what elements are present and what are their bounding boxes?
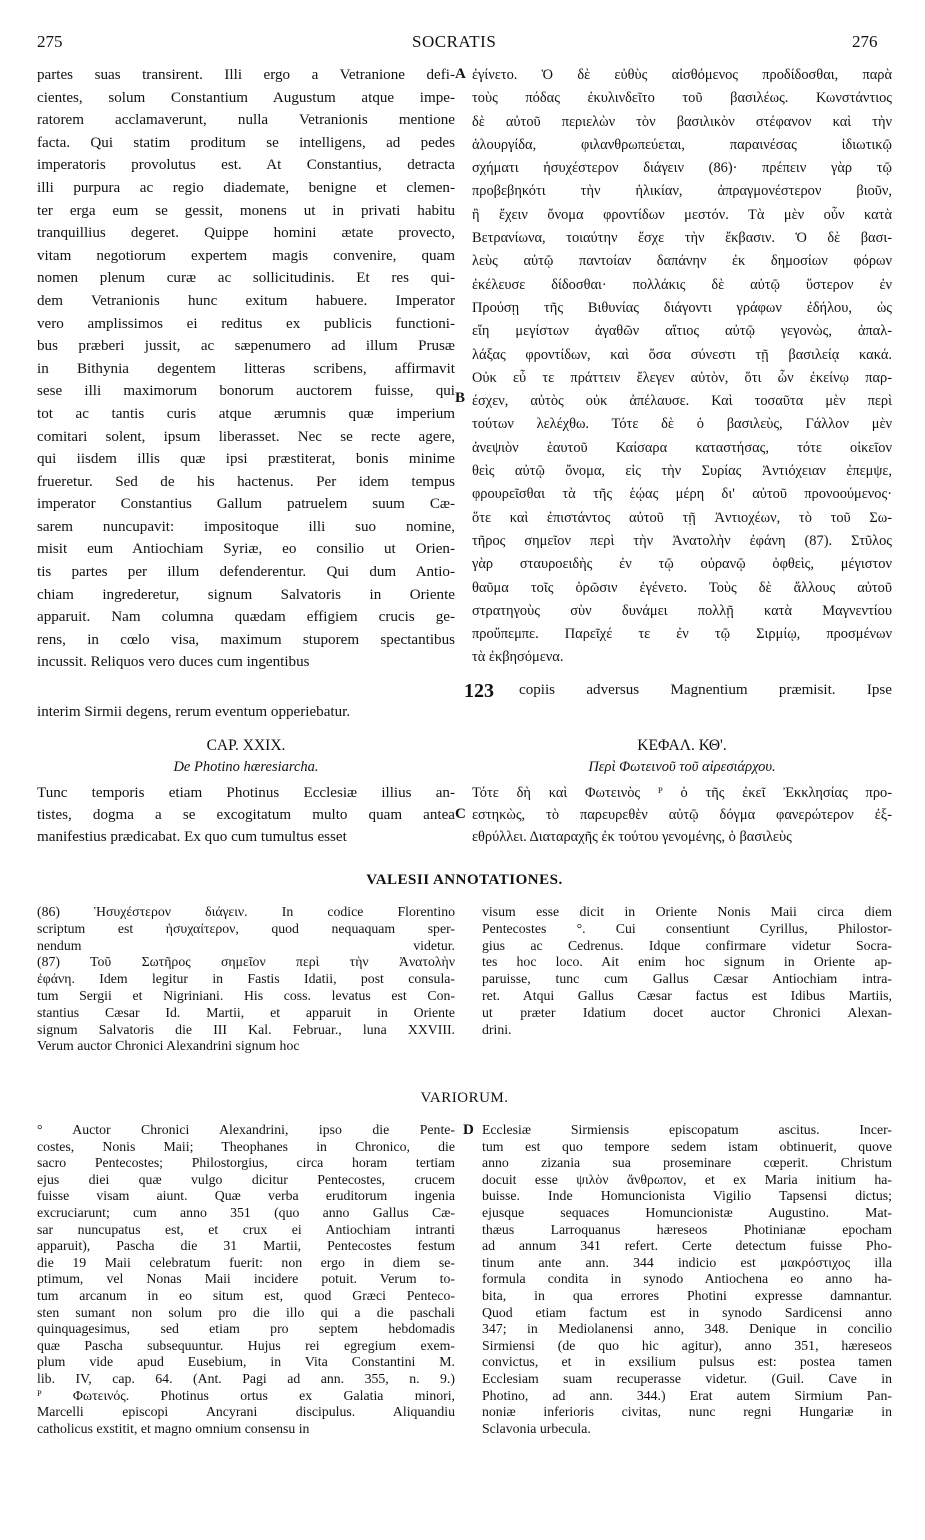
text-line: apparuit. Nam columna quædam effigiem crucis ge- [37, 609, 455, 626]
text-line: σχήματι ἡσυχέστερον διάγειν (86)· πρέπειν γὰρ τῷ [472, 160, 892, 177]
text-line: paruisse, tunc cum Gallus Cæsar Antiochiam intra- [482, 971, 892, 987]
text-line: tis partes per illum defenderentur. Qui dum Antio- [37, 564, 455, 581]
text-line: Ecclesiam suam recuperasse videtur. (Guil. Cave in [482, 1370, 892, 1386]
text-line: Marcelli episcopi Ancyrani discipulus. Aliquandiu [37, 1404, 455, 1420]
text-line: nomen plenum curæ ac sollicitudinis. Et res qui- [37, 270, 455, 287]
text-line: Tunc temporis etiam Photinus Ecclesiæ illius an- [37, 785, 455, 801]
text-line: Τότε δὴ καὶ Φωτεινὸς ᴾ ὁ τῆς ἐκεῖ Ἐκκλησίας προ- [472, 785, 892, 801]
text-line: lib. IV, cap. 64. (Ant. Pagi ad ann. 355, n. 9.) [37, 1370, 455, 1386]
variorum-right-column [482, 1122, 892, 1437]
text-line: Verum auctor Chronici Alexandrini signum hoc [37, 1038, 300, 1054]
text-line: manifestius prædicabat. Ex quo cum tumultus esset [37, 829, 347, 845]
text-line: catholicus exstitit, et magno omnium consensu in [37, 1420, 310, 1436]
text-line: ἢ ἔχειν ὄνομα φροντίδων μεστόν. Τὰ μὲν οὖν κατὰ [472, 206, 892, 223]
text-line: sese illi maximorum bonorum auctorem fuisse, qui [37, 383, 455, 400]
text-line: comitari solent, ipsum liberasset. Nec se recte agere, [37, 428, 455, 445]
text-line: τὰ ἐκβησόμενα. [472, 649, 564, 666]
text-line: προβεβηκότι τὴν ἡλικίαν, ἀπραγμονέστερον βιοῦν, [472, 183, 892, 200]
text-line: ὅτε καὶ ἐπιστάντος αὐτοῦ τῇ Ἀντιοχέων, τὸ τοῦ Σω- [472, 509, 892, 526]
text-line: προὔπεμπε. Παρεῖχέ τε ἐν τῷ Σιρμίῳ, προσμένων [472, 626, 892, 643]
text-line: (86) Ἡσυχέστερον διάγειν. In codice Florentino [37, 904, 455, 919]
text-line: bus præberi jussit, ac sæpenumero ad illum Prusæ [37, 338, 455, 355]
variorum-title: VARIORUM. [420, 1090, 509, 1106]
column-number: 123 [464, 680, 494, 702]
page-number-right: 276 [852, 32, 878, 51]
text-line: ejusque sequaces Homuncionistæ Augustino. Mat- [482, 1204, 892, 1220]
text-line: misit eum Antiochiam Syriæ, eo consilio ut Orien- [37, 541, 455, 558]
text-line: ptimum, vel Nonas Maii incidere potuit. Verum to- [37, 1271, 455, 1287]
greek-continuation-line: copiis adversus Magnentium præmisit. Ipse [519, 682, 892, 698]
text-line: ἀνεψιὸν ἑαυτοῦ Καίσαρα καταστήσας, τότε οἰκεῖον [472, 439, 892, 456]
text-line: Sirmiensi (de quo hic agitur), anno 351, hæreseos [482, 1337, 892, 1353]
text-line: sarem nuncupavit: impositoque illi suo nomine, [37, 518, 455, 535]
text-line: sten sumant non solum pro die illo qui a die paschali [37, 1304, 455, 1320]
text-line: (87) Τοῦ Σωτῆρος σημεῖον περὶ τὴν Ἀνατολὴν [37, 954, 455, 970]
text-line: tum arcanum in eo situm est, quod Græci Penteco- [37, 1287, 455, 1303]
text-line: signum Salvatoris die III Kal. Februar., luna XXVIII. [37, 1021, 455, 1037]
text-line: ἐφάνη. Idem legitur in Fastis Idatii, post consula- [37, 971, 455, 987]
text-line: Sclavonia urbecula. [482, 1420, 591, 1436]
text-line: drini. [482, 1021, 512, 1037]
text-line: ἁλουργίδα, φιλανθρωπεύεται, παραινέσας ἰδιωτικῷ [472, 136, 892, 153]
text-line: costes, Nonis Maii; Theophanes in Chronico, die [37, 1138, 455, 1154]
text-line: Pentecostes °. Cui consentiunt Cyrillus, Philostor- [482, 920, 892, 936]
text-line: tinum ante ann. 344 indicio est μακρόστιχος illa [482, 1254, 892, 1270]
text-line: ad annum 341 refert. Certe detectum fuisse Pho- [482, 1238, 892, 1254]
text-line: Quod etiam factum est in synodo Sardicensi anno [482, 1304, 892, 1320]
text-line: έσχεν, αὐτὸς οὐκ ἀπέλαυσε. Καὶ τοσαῦτα μὲν περὶ [472, 393, 892, 410]
text-line: gius ac Cedrenus. Idque confirmare videtur Socra- [482, 937, 892, 953]
text-line: docuit esse ψιλὸν ἄνθρωπον, et ex Maria initium ha- [482, 1171, 892, 1187]
text-line: incussit. Reliquos vero duces cum ingentibus [37, 654, 310, 671]
text-line: chiam ingrederetur, signum Salvatoris in Oriente [37, 586, 455, 603]
text-line: bita, in qua errores Photini expresse damnantur. [482, 1287, 892, 1303]
text-line: quinquagesimus, sed etiam pro septem hebdomadis [37, 1321, 455, 1337]
margin-mark-b: B [455, 390, 466, 406]
text-line: imperator Constantius Gallum patruelem suum Cæ- [37, 496, 455, 513]
text-line: rens, in cœlo visa, maximum stuporem spectantibus [37, 631, 455, 648]
text-line: θαῦμα τοῖς ὁρῶσιν ἐγένετο. Τοὺς δὲ ἄλλους αὐτοῦ [472, 579, 892, 596]
running-title: SOCRATIS [412, 32, 497, 51]
chapter-latin-title: CAP. XXIX. [206, 737, 286, 754]
text-line: εἴη μεγίστων ἀγαθῶν αἴτιος αὐτῷ γεγονὼς, ἀπαλ- [472, 323, 892, 340]
chapter-latin-text [37, 782, 455, 848]
text-line: δὲ αὐτοῦ περιελὼν τὸν βασιλικὸν στέφανον καὶ τὴν [472, 113, 892, 130]
text-line: 347; in Mediolanensi anno, 348. Denique in concilio [482, 1321, 892, 1337]
valesii-right-column [482, 904, 892, 1038]
text-line: buisse. Inde Homuncionista Vigilio Tapsensi dictus; [482, 1188, 892, 1204]
text-line: stantius Cæsar Id. Martii, et apparuit in Oriente [37, 1004, 455, 1020]
text-line: γὰρ σταυροειδὴς ἐν τῷ οὐρανῷ ὀφθεὶς, μέγιστον [472, 556, 892, 573]
latin-tail-line: interim Sirmii degens, rerum eventum opperiebatur. [37, 704, 351, 720]
chapter-latin-subtitle: De Photino hæresiarcha. [173, 759, 319, 775]
text-line: excruciarunt; cum anno 351 (quo anno Gallus Cæ- [37, 1204, 455, 1220]
text-line: visum esse dicit in Oriente Nonis Maii circa diem [482, 904, 892, 919]
text-line: θεὶς αὐτῷ ὄνομα, εἰς τὴν Συρίας Ἀντιόχειαν ἐπεμψε, [472, 463, 892, 480]
text-line: tranquillius degeret. Quippe homini ætate provecto, [37, 225, 455, 242]
text-line: vero amplissimos ei reditus ex publicis functioni- [37, 315, 455, 332]
greek-main-column [472, 64, 892, 670]
text-line: ° Auctor Chronici Alexandrini, ipso die Pente- [37, 1122, 455, 1137]
text-line: vitam negotiorum expertem magis convenire, quam [37, 247, 455, 264]
text-line: quæ Pascha subsequuntur. Hujus rei egregium exem- [37, 1337, 455, 1353]
text-line: ut præter Idatium docet auctor Chronici Alexan- [482, 1004, 892, 1020]
text-line: Προύσῃ τῆς Βιθυνίας διάγοντι γράφων ἐδήλου, ὡς [472, 299, 892, 316]
page-number-left: 275 [37, 32, 63, 51]
text-line: Ecclesiæ Sirmiensis episcopatum ascitus. Incer- [482, 1122, 892, 1137]
text-line: apparuit), Pascha die 31 Martii, Pentecostes festum [37, 1238, 455, 1254]
text-line: Οὐκ εὖ τε πράττειν ἔλεγεν αὐτὸν, ὅτι ὧν ἐκείνῳ παρ- [472, 369, 892, 386]
text-line: εθρύλλει. Διαταραχῆς ἐκ τούτου γενομένης, ὁ βασιλεὺς [472, 829, 792, 845]
valesii-title: VALESII ANNOTATIONES. [366, 872, 563, 888]
text-line: ter erga eum se gessit, monens ut in privati habitu [37, 202, 455, 219]
margin-mark-d: D [463, 1122, 474, 1138]
text-line: noniæ inferioris civitas, nunc regni Hungariæ in [482, 1404, 892, 1420]
text-line: ejus diei quæ vulgo dicitur Pentecostes, crucem [37, 1171, 455, 1187]
text-line: fuisse visam aiunt. Quæ verba eruditorum ingenia [37, 1188, 455, 1204]
text-line: convictus, et in exsilium pulsus est: postea tamen [482, 1354, 892, 1370]
text-line: frueretur. Sed de his hactenus. Per idem tempus [37, 473, 455, 490]
text-line: λάξας φροντίδων, καὶ ὅσα σύνεστι τῇ βασιλείᾳ κακά. [472, 346, 892, 363]
latin-main-column [37, 64, 455, 674]
text-line: στρατηγοὺς σὺν δυνάμει πολλῇ κατὰ Μαγνεντίου [472, 602, 892, 619]
margin-mark-a: A [455, 66, 466, 82]
text-line: nendum videtur. [37, 937, 455, 953]
text-line: Photino, ad ann. 344.) Erat autem Sirmium Pan- [482, 1387, 892, 1403]
text-line: partes suas transirent. Illi ergo a Vetranione defi- [37, 67, 455, 83]
text-line: τῆρος σημεῖον περὶ τὴν Ἀνατολὴν ἐφάνη (87). Στῦλος [472, 532, 892, 549]
valesii-left-column [37, 904, 455, 1055]
text-line: sacro Pentecostes; Philostorgius, circa horam tertiam [37, 1155, 455, 1171]
text-line: qui iisdem illis quæ ipsi præstiterat, bonis minime [37, 451, 455, 468]
text-line: ᴾ Φωτεινός. Photinus ortus ex Galatia minori, [37, 1387, 455, 1403]
text-line: εστηκὼς, τὸ παρευρεθὲν αὐτῷ δόγμα φανερώτερον ἐξ- [472, 807, 892, 823]
text-line: tistes, dogma a se excogitatum multo quam antea [37, 807, 455, 823]
text-line: ret. Atqui Gallus Cæsar factus est Idibus Martiis, [482, 987, 892, 1003]
text-line: Βετρανίωνα, τοιαύτην ἔσχε τὴν ἔκβασιν. Ὁ δὲ βασι- [472, 230, 892, 247]
text-line: λεὺς αὐτῷ παντοίαν δαπάνην ἐκ δημοσίων φόρων [472, 253, 892, 270]
text-line: tes hoc loco. Ait enim hoc signum in Oriente ap- [482, 954, 892, 970]
text-line: sar nuncupatus est, et crux ei Antiochiam intranti [37, 1221, 455, 1237]
text-line: tot ac tantis curis atque ærumnis quæ imperium [37, 405, 455, 422]
text-line: thæus Larroquanus hæreseos Photinianæ epocham [482, 1221, 892, 1237]
text-line: τοὺς πόδας ἐκυλινδεῖτο τοῦ βασιλέως. Κωνστάντιος [472, 90, 892, 107]
text-line: formula condita in synodo Antiochena eo anno ha- [482, 1271, 892, 1287]
chapter-greek-text [472, 782, 892, 848]
text-line: τούτων λελέχθω. Τότε δὲ ὁ βασιλεὺς, Γάλλον μὲν [472, 416, 892, 433]
text-line: scriptum est ἡσυχαίτερον, quod nequaquam sper- [37, 920, 455, 936]
text-line: facta. Qui statim proditum se intelligens, ad pedes [37, 134, 455, 151]
text-line: tum Sergii et Nigriniani. His coss. levatus est Con- [37, 987, 455, 1003]
text-line: ἐγίνετο. Ὁ δὲ εὐθὺς αἰσθόμενος προδίδοσθαι, παρὰ [472, 67, 892, 83]
text-line: in Bithynia degentem litteras scribens, affirmavit [37, 360, 455, 377]
chapter-greek-subtitle: Περὶ Φωτεινοῦ τοῦ αἱρεσιάρχου. [588, 759, 776, 775]
text-line: cientes, solum Constantium Augustum atque impe- [37, 89, 455, 106]
text-line: illi purpura ac regio diademate, benigne et clemen- [37, 179, 455, 196]
variorum-left-column [37, 1122, 455, 1437]
text-line: anno zizania sua proseminare cœperit. Christum [482, 1155, 892, 1171]
text-line: imperatoris provolutus est. At Constantius, detracta [37, 157, 455, 174]
text-line: tum est quo tempore sedem istam obtinuerit, quove [482, 1138, 892, 1154]
text-line: die 19 Maii celebratum fuerit: non ergo in diem se- [37, 1254, 455, 1270]
text-line: dem Vetranionis hunc exitum habuere. Imperator [37, 292, 455, 309]
text-line: φρουρεῖσθαι τὰ τῆς ἑῴας μέρη δι' αὐτοῦ προνοούμενος· [472, 486, 892, 503]
margin-mark-c: C [455, 806, 466, 822]
text-line: ratorem acclamaverunt, nulla Vetranionis mentione [37, 112, 455, 129]
chapter-greek-title: ΚΕΦΑΛ. ΚΘ'. [637, 737, 727, 754]
text-line: plum vide apud Eusebium, in Vita Constantini M. [37, 1354, 455, 1370]
text-line: ἐκέλευσε δίδοσθαι· πολλάκις δὲ αὐτῷ ὕστερον ἐν [472, 276, 892, 293]
